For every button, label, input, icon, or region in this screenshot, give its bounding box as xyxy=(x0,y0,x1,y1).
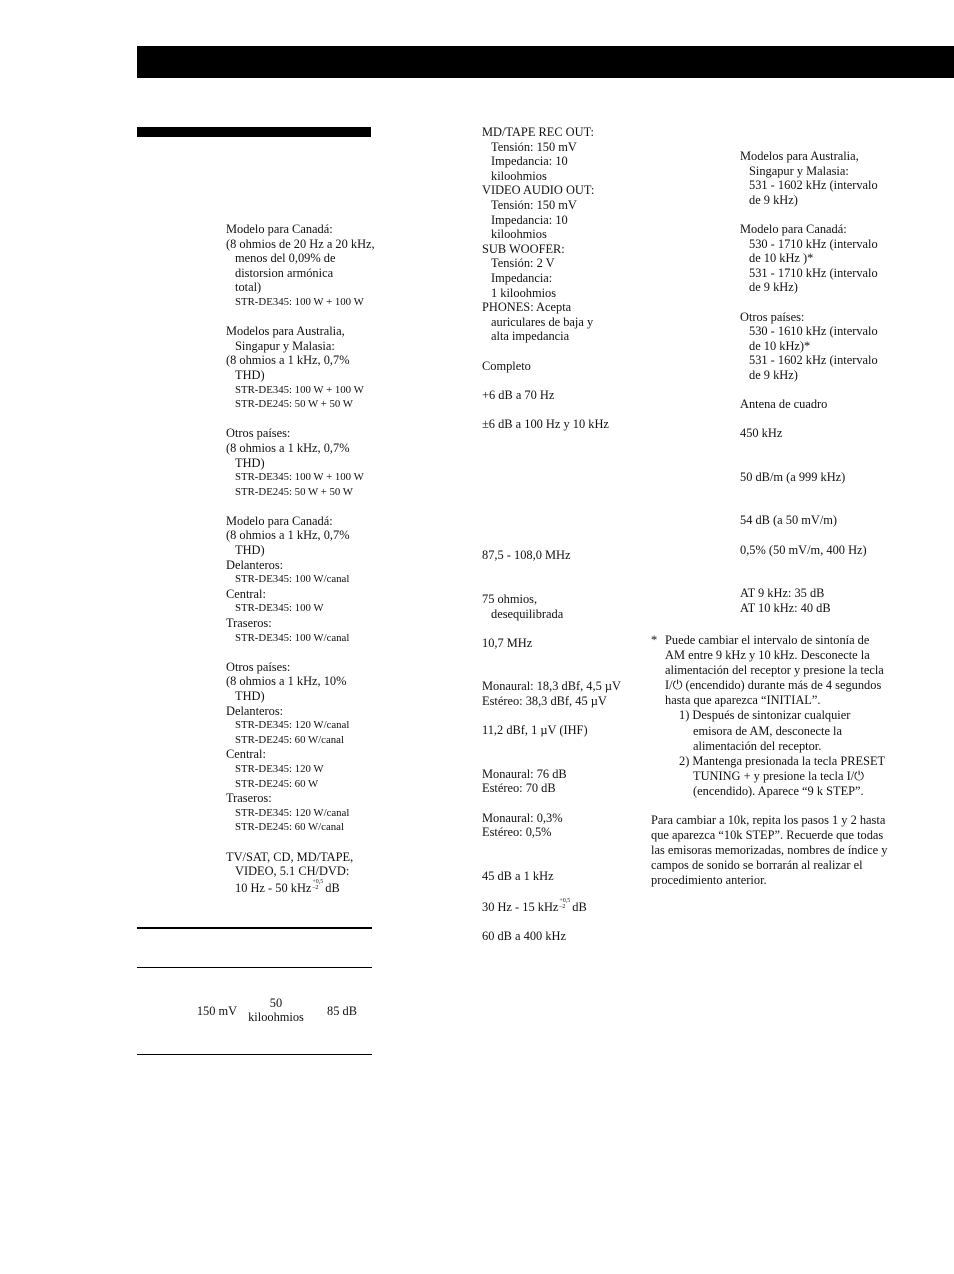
footnote-marker: * xyxy=(651,633,658,647)
spec-line: 531 - 1602 kHz (intervalo xyxy=(749,178,878,193)
spec-line: Delanteros: xyxy=(226,557,284,572)
spec-line: Estéreo: 0,5% xyxy=(482,825,552,840)
frequency-response-value: 30 Hz - 15 kHz xyxy=(482,899,559,914)
spec-line: Otros países: xyxy=(226,659,291,674)
spec-line: distorsion armónica xyxy=(235,265,334,280)
spec-line: PHONES: Acepta xyxy=(482,300,572,315)
tolerance xyxy=(312,879,323,891)
footnote-step-2 xyxy=(665,754,891,799)
footnote-text-continued: (encendido) durante más de 4 segundos hasta que aparezca “INITIAL”. xyxy=(665,678,882,708)
spec-value: STR-DE345: 100 W/canal xyxy=(235,631,350,644)
spec-line: Monaural: 18,3 dBf, 4,5 µV xyxy=(482,679,621,694)
spec-line: de 9 kHz) xyxy=(749,192,798,207)
am-interval-footnote xyxy=(651,633,891,889)
impedance-value: 50 xyxy=(269,996,283,1010)
spec-value: STR-DE245: 60 W xyxy=(235,777,319,790)
spec-line: Modelo para Canadá: xyxy=(226,222,333,236)
spec-line: Traseros: xyxy=(226,791,272,806)
am-tuner-column xyxy=(740,149,890,615)
footnote-step-1: 1) Después de sintonizar cualquier emisora de AM, desconecte la alimentación del receptor. xyxy=(679,708,851,753)
spec-line: VIDEO AUDIO OUT: xyxy=(482,183,595,198)
spec-line: desequilibrada xyxy=(491,606,564,621)
outputs-tuner-column xyxy=(482,125,647,944)
impedance-unit: kiloohmios xyxy=(248,1010,304,1024)
spec-value: STR-DE245: 60 W/canal xyxy=(235,821,344,834)
spec-line: (8 ohmios a 1 kHz, 10% xyxy=(226,674,347,689)
spec-line: 530 - 1710 kHz (intervalo xyxy=(749,236,878,251)
spec-line: alta impedancia xyxy=(491,329,570,344)
spec-line: (8 ohmios a 1 kHz, 0,7% xyxy=(226,440,350,455)
frequency-response-line xyxy=(482,898,647,915)
spec-line: Modelos para Australia, xyxy=(740,149,859,163)
spec-line: 50 dB/m (a 999 kHz) xyxy=(740,469,846,484)
spec-line: Completo xyxy=(482,358,531,373)
spec-line: TV/SAT, CD, MD/TAPE, xyxy=(226,849,354,864)
spec-value: STR-DE245: 50 W + 50 W xyxy=(235,398,353,411)
table-cell-sn-ratio: 85 dB xyxy=(327,1004,357,1018)
spec-line: Monaural: 76 dB xyxy=(482,766,567,781)
footnote-text: Puede cambiar el intervalo de sintonía de AM entre 9 kHz y 10 kHz. Desconecte la alimentación del receptor y presione la tecla xyxy=(665,633,884,678)
spec-line: 1 kiloohmios xyxy=(491,285,557,300)
spec-line: SUB WOOFER: xyxy=(482,241,565,256)
spec-line: de 10 kHz)* xyxy=(749,338,811,353)
spec-line: MD/TAPE REC OUT: xyxy=(482,125,594,139)
spec-line: auriculares de baja y xyxy=(491,314,594,329)
spec-line: de 10 kHz )* xyxy=(749,251,814,266)
spec-line: 87,5 - 108,0 MHz xyxy=(482,548,571,563)
spec-line: THD) xyxy=(235,455,265,470)
spec-line: Impedancia: 10 xyxy=(491,212,568,227)
frequency-response-unit: dB xyxy=(572,899,587,914)
spec-value: STR-DE245: 50 W + 50 W xyxy=(235,485,353,498)
spec-value: STR-DE345: 100 W + 100 W xyxy=(235,383,364,396)
step-2-text-continued: (encendido). Aparece “9 k STEP”. xyxy=(693,783,864,798)
power-symbol: I/⏻ xyxy=(665,678,683,693)
spec-line: THD) xyxy=(235,367,265,382)
spec-line: Central: xyxy=(226,747,266,762)
spec-line: AT 10 kHz: 40 dB xyxy=(740,600,831,615)
spec-value: STR-DE345: 100 W/canal xyxy=(235,573,350,586)
footnote-paragraph xyxy=(651,633,891,708)
spec-line: 11,2 dBf, 1 µV (IHF) xyxy=(482,723,588,738)
spec-line: 45 dB a 1 kHz xyxy=(482,868,554,883)
spec-line: Impedancia: 10 xyxy=(491,154,568,169)
power-symbol: I/⏻ xyxy=(846,768,864,783)
spec-value: STR-DE345: 100 W + 100 W xyxy=(235,471,364,484)
spec-line: (8 ohmios a 1 kHz, 0,7% xyxy=(226,528,350,543)
spec-line: Estéreo: 38,3 dBf, 45 µV xyxy=(482,694,607,709)
spec-line: Singapur y Malasia: xyxy=(749,163,849,178)
spec-line: Delanteros: xyxy=(226,703,284,718)
spec-line: Estéreo: 70 dB xyxy=(482,781,556,796)
spec-line: de 9 kHz) xyxy=(749,367,798,382)
spec-line: 60 dB a 400 kHz xyxy=(482,929,566,944)
spec-line: Impedancia: xyxy=(491,270,553,285)
spec-value: STR-DE345: 120 W/canal xyxy=(235,806,350,819)
spec-value: STR-DE345: 100 W + 100 W xyxy=(235,295,364,308)
spec-line: menos del 0,09% de xyxy=(235,251,336,266)
tolerance-minus: –2 xyxy=(559,903,566,910)
amplifier-specs-column xyxy=(226,222,376,895)
tolerance-plus: +0,5 xyxy=(559,897,571,904)
spec-line: de 9 kHz) xyxy=(749,280,798,295)
table-cell-sensitivity: 150 mV xyxy=(196,1004,238,1018)
tolerance xyxy=(559,898,570,910)
spec-value: STR-DE345: 120 W/canal xyxy=(235,719,350,732)
spec-line: Modelo para Canadá: xyxy=(740,221,847,236)
table-header-rule xyxy=(137,967,372,968)
header-bar xyxy=(137,46,954,78)
spec-line: VIDEO, 5.1 CH/DVD: xyxy=(235,864,350,879)
spec-line: Modelos para Australia, xyxy=(226,324,345,339)
spec-line: Otros países: xyxy=(740,309,805,324)
spec-line: 0,5% (50 mV/m, 400 Hz) xyxy=(740,542,867,557)
spec-line: +6 dB a 70 Hz xyxy=(482,387,555,402)
frequency-response-value: 10 Hz - 50 kHz xyxy=(235,880,312,895)
table-bottom-rule xyxy=(137,1054,372,1055)
spec-line: 531 - 1710 kHz (intervalo xyxy=(749,265,878,280)
spec-line: 10,7 MHz xyxy=(482,635,533,650)
spec-line: ±6 dB a 100 Hz y 10 kHz xyxy=(482,416,609,431)
spec-line: 54 dB (a 50 mV/m) xyxy=(740,513,838,528)
spec-value: STR-DE345: 120 W xyxy=(235,762,324,775)
step-2-text: 2) Mantenga presionada la tecla PRESET TUNING + y presione la tecla xyxy=(679,753,885,783)
spec-line: 530 - 1610 kHz (intervalo xyxy=(749,324,878,339)
footnote-closing-paragraph: Para cambiar a 10k, repita los pasos 1 y 2 hasta que aparezca “10k STEP”. Recuerde que todas las emisoras memorizadas, nombres de índice y campos de sonido se borrarán al realizar el procedimiento anterior. xyxy=(651,813,888,888)
spec-line: Antena de cuadro xyxy=(740,397,828,412)
spec-line: kiloohmios xyxy=(491,168,547,183)
spec-line: Modelo para Canadá: xyxy=(226,513,333,528)
spec-line: Tensión: 150 mV xyxy=(491,139,577,154)
spec-line: Otros países: xyxy=(226,426,291,441)
table-cell-impedance xyxy=(240,996,312,1024)
spec-value: STR-DE345: 100 W xyxy=(235,602,324,615)
spec-line: Tensión: 150 mV xyxy=(491,197,577,212)
spec-line: Traseros: xyxy=(226,616,272,631)
frequency-response-unit: dB xyxy=(325,880,340,895)
spec-line: Central: xyxy=(226,586,266,601)
tolerance-minus: –2 xyxy=(312,884,319,891)
spec-line: Monaural: 0,3% xyxy=(482,810,563,825)
spec-line: Singapur y Malasia: xyxy=(235,338,335,353)
tolerance-plus: +0,5 xyxy=(312,878,324,885)
spec-line: kiloohmios xyxy=(491,227,547,242)
frequency-response-line xyxy=(226,879,376,896)
spec-line: THD) xyxy=(235,689,265,703)
spec-line: total) xyxy=(235,280,262,295)
spec-value: STR-DE245: 60 W/canal xyxy=(235,733,344,746)
spec-line: 450 kHz xyxy=(740,426,783,441)
spec-line: 531 - 1602 kHz (intervalo xyxy=(749,353,878,368)
spec-line: 75 ohmios, xyxy=(482,592,538,607)
spec-line: AT 9 kHz: 35 dB xyxy=(740,586,825,601)
section-rule xyxy=(137,127,371,137)
spec-line: (8 ohmios de 20 Hz a 20 kHz, xyxy=(226,236,375,251)
spec-line: (8 ohmios a 1 kHz, 0,7% xyxy=(226,353,350,368)
spec-line: Tensión: 2 V xyxy=(491,256,555,271)
spec-line: THD) xyxy=(235,543,265,558)
table-top-rule xyxy=(137,927,372,929)
